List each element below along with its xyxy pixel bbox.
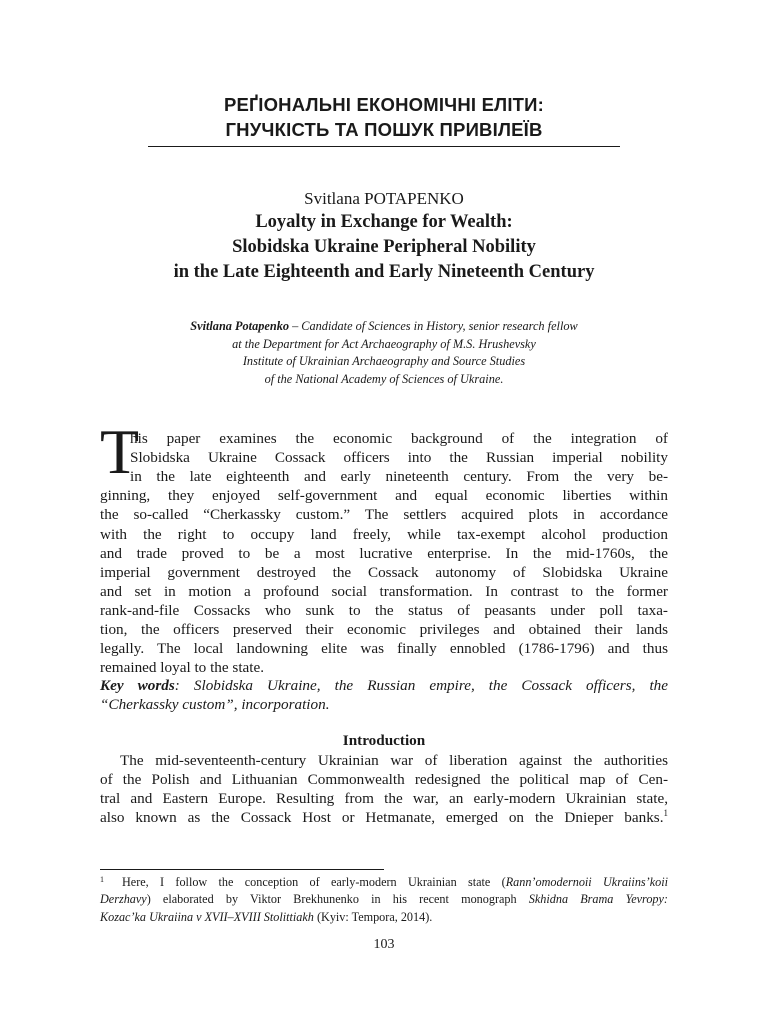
section-heading-line-1: РЕҐІОНАЛЬНІ ЕКОНОМІЧНІ ЕЛІТИ: xyxy=(223,94,545,115)
abstract-line: Slobidska Ukraine Cossack officers into the Russian imperial nobility xyxy=(130,449,668,467)
drop-cap: T xyxy=(100,416,140,487)
abstract-line: and set in motion a profound social transformation. In contrast to the former xyxy=(100,582,668,600)
paragraph-line-text: also known as the Cossack Host or Hetmanate, emerged on the Dnieper banks. xyxy=(100,809,664,827)
footnote-divider xyxy=(100,869,384,870)
footnote-italic: Derzhavy xyxy=(100,892,147,907)
keywords-line-2: “Cherkassky custom”, incorporation. xyxy=(100,696,330,714)
affiliation-line-1 xyxy=(100,318,668,336)
section-heading xyxy=(100,92,668,142)
abstract-line: imperial government destroyed the Cossack autonomy of Slobidska Ukraine xyxy=(100,563,668,581)
keywords-line-1 xyxy=(100,676,668,695)
title-line-1: Loyalty in Exchange for Wealth: xyxy=(255,212,513,232)
abstract-line: rank-and-file Cossacks who sunk to the status of peasants under poll taxa- xyxy=(100,601,668,619)
paper-title xyxy=(100,210,668,285)
abstract-line: with the right to occupy land freely, while tax-exempt alcohol production xyxy=(100,525,668,543)
footnote-italic: Kozac’ka Ukraiina v XVII–XVIII Stolittiakh xyxy=(100,909,314,924)
footnote-text: ) elaborated by Viktor Brekhunenko in his recent monograph xyxy=(146,892,529,907)
affiliation-line-2: at the Department for Act Archaeography of M.S. Hrushevsky xyxy=(232,336,536,351)
affiliation-line-3: Institute of Ukrainian Archaeography and Source Studies xyxy=(242,354,526,368)
footnote-line-3 xyxy=(100,909,668,926)
section-divider xyxy=(148,146,620,147)
paragraph-line: tral and Eastern Europe. Resulting from the war, an early-modern Ukrainian state, xyxy=(100,790,668,808)
abstract-line: ginning, they enjoyed self-government and equal economic liberties within xyxy=(100,487,668,505)
abstract-line: legally. The local landowning elite was finally ennobled (1786-1796) and thus xyxy=(100,640,668,658)
introduction-heading: Introduction xyxy=(342,732,426,749)
author-affiliation xyxy=(100,318,668,388)
affiliation-author-name: Svitlana Potapenko xyxy=(190,319,289,333)
footnote-italic: Skhidna Brama Yevropy: xyxy=(528,892,668,907)
title-line-3: in the Late Eighteenth and Early Nineteenth Century xyxy=(173,262,595,282)
affiliation-line-4: of the National Academy of Sciences of Ukraine. xyxy=(264,371,504,386)
abstract-line: and trade proved to be a most lucrative enterprise. In the mid-1760s, the xyxy=(100,544,668,562)
footnote-text: (Kyiv: Tempora, 2014). xyxy=(313,909,433,924)
abstract-line: in the late eighteenth and early nineteenth century. From the very be- xyxy=(130,468,668,486)
paragraph-line: of the Polish and Lithuanian Commonwealth redesigned the political map of Cen- xyxy=(100,771,668,789)
introduction-paragraph xyxy=(100,751,668,827)
abstract-line: the so-called “Cherkassky custom.” The settlers acquired plots in accordance xyxy=(100,506,668,524)
abstract-line: remained loyal to the state. xyxy=(100,659,265,677)
footnote-number: 1 xyxy=(100,875,104,884)
keywords xyxy=(100,676,668,714)
footnote-line-2 xyxy=(100,891,668,908)
footnote-italic: Rann’omodernoii Ukraiins’koii xyxy=(505,875,668,889)
abstract-line: tion, the officers preserved their economic privileges and obtained their lands xyxy=(100,621,668,638)
footnote-text: Here, I follow the conception of early-modern Ukrainian state ( xyxy=(122,875,506,889)
section-heading-line-2: ГНУЧКІСТЬ ТА ПОШУК ПРИВІЛЕЇВ xyxy=(225,119,543,140)
affiliation-degree: – Candidate of Sciences in History, senior research fellow xyxy=(289,319,578,333)
page-number: 103 xyxy=(373,937,395,952)
footnote-reference[interactable]: 1 xyxy=(663,808,668,819)
author-name: Svitlana POTAPENKO xyxy=(304,189,464,208)
abstract-line: his paper examines the economic background of the integration of xyxy=(130,430,668,447)
paragraph-line xyxy=(100,808,668,827)
keywords-list-start: : Slobidska Ukraine, the Russian empire, the Cossack officers, the xyxy=(174,677,668,694)
footnote-line-1 xyxy=(122,874,668,891)
paragraph-line: The mid-seventeenth-century Ukrainian war of liberation against the authorities xyxy=(120,752,668,769)
keywords-label: Key words xyxy=(100,677,175,694)
title-line-2: Slobidska Ukraine Peripheral Nobility xyxy=(232,237,536,257)
